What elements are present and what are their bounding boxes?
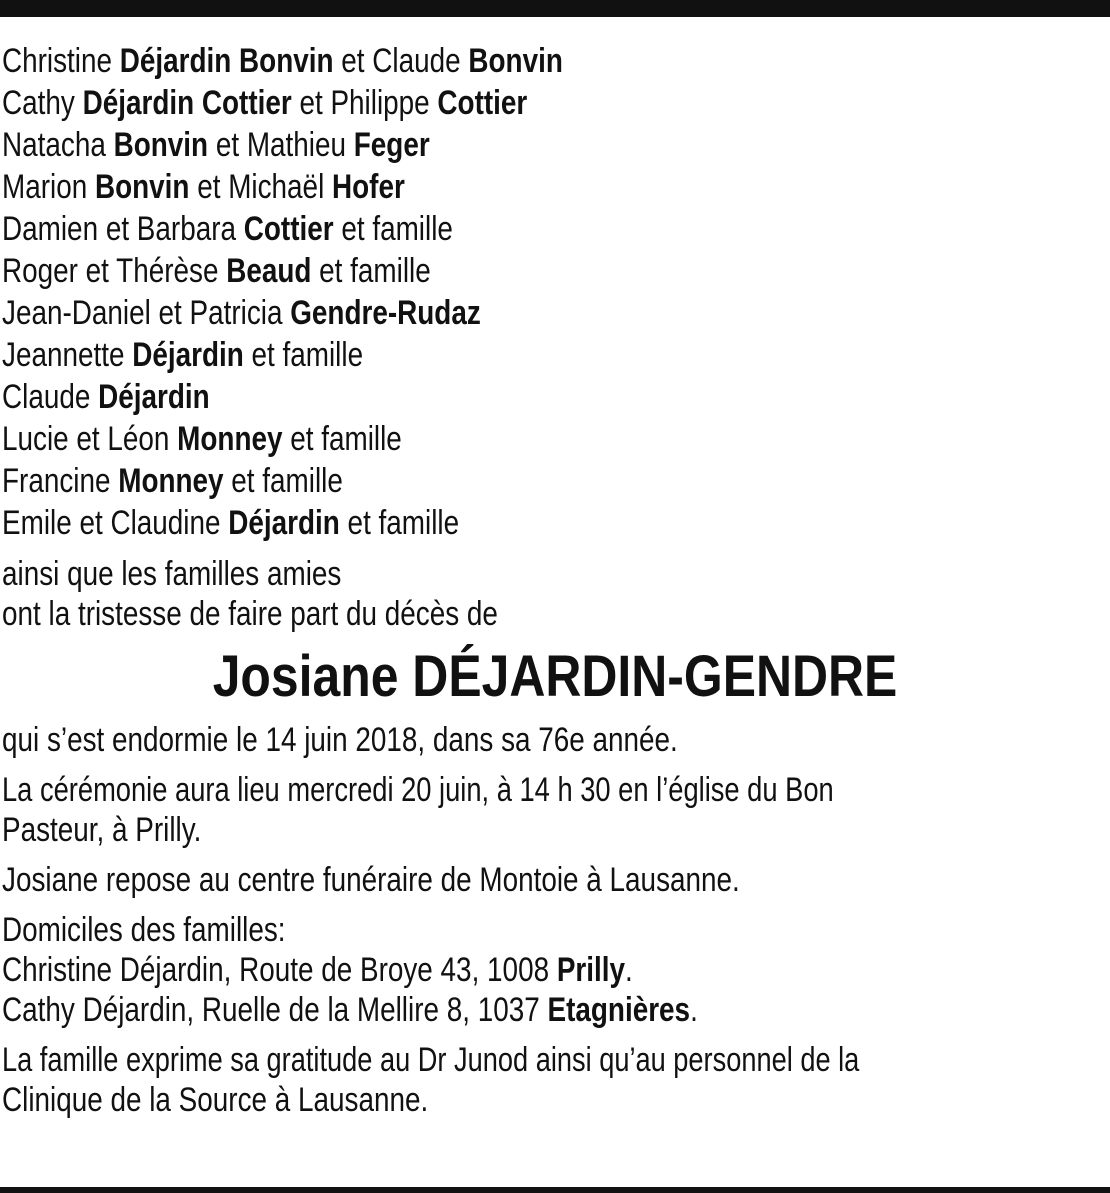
- obituary-notice: [2, 40, 1108, 1120]
- ceremony-line: Pasteur, à Prilly.: [2, 811, 202, 849]
- ceremony-line: La cérémonie aura lieu mercredi 20 juin, à 14 h 30 en l’église du Bon: [2, 771, 834, 809]
- family-line: Christine Déjardin Bonvin et Claude Bonvin: [2, 42, 563, 80]
- deceased-name: Josiane DÉJARDIN-GENDRE: [212, 644, 898, 709]
- domiciles-paragraph: [2, 910, 1108, 1030]
- ceremony-paragraph: [2, 770, 1108, 850]
- repose-line: Josiane repose au centre funéraire de Montoie à Lausanne.: [2, 861, 740, 899]
- domicile-address: Christine Déjardin, Route de Broye 43, 1008 Prilly.: [2, 951, 633, 989]
- domicile-address: Cathy Déjardin, Ruelle de la Mellire 8, 1037 Etagnières.: [2, 991, 698, 1029]
- intro-line: ainsi que les familles amies: [2, 555, 342, 593]
- family-line: Cathy Déjardin Cottier et Philippe Cottier: [2, 84, 528, 122]
- family-list: [2, 40, 1108, 544]
- family-line: Jeannette Déjardin et famille: [2, 336, 364, 374]
- bottom-rule: [0, 1187, 1110, 1193]
- family-line: Damien et Barbara Cottier et famille: [2, 210, 453, 248]
- intro-line: ont la tristesse de faire part du décès de: [2, 595, 498, 633]
- domiciles-heading: Domiciles des familles:: [2, 911, 286, 949]
- gratitude-paragraph: [2, 1040, 1108, 1120]
- death-line: qui s’est endormie le 14 juin 2018, dans sa 76e année.: [2, 721, 678, 759]
- family-line: Claude Déjardin: [2, 378, 210, 416]
- intro-text: [2, 554, 1108, 634]
- death-paragraph: [2, 720, 1108, 760]
- family-line: Francine Monney et famille: [2, 462, 343, 500]
- top-rule: [0, 0, 1110, 17]
- family-line: Natacha Bonvin et Mathieu Feger: [2, 126, 430, 164]
- repose-paragraph: [2, 860, 1108, 900]
- family-line: Jean-Daniel et Patricia Gendre-Rudaz: [2, 294, 481, 332]
- family-line: Marion Bonvin et Michaël Hofer: [2, 168, 405, 206]
- gratitude-line: La famille exprime sa gratitude au Dr Junod ainsi qu’au personnel de la: [2, 1041, 860, 1079]
- family-line: Emile et Claudine Déjardin et famille: [2, 504, 460, 542]
- family-line: Roger et Thérèse Beaud et famille: [2, 252, 431, 290]
- family-line: Lucie et Léon Monney et famille: [2, 420, 402, 458]
- gratitude-line: Clinique de la Source à Lausanne.: [2, 1081, 429, 1119]
